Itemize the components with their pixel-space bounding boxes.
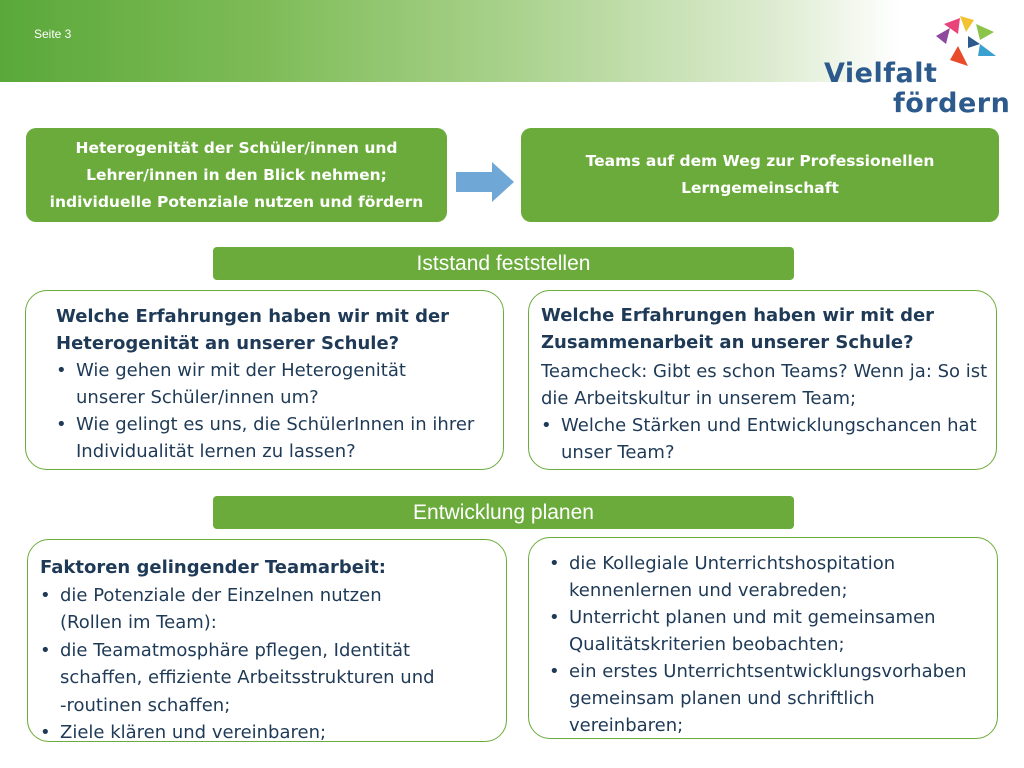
- panel-heading: Faktoren gelingender Teamarbeit:: [40, 557, 386, 578]
- heterogeneity-line-3: individuelle Potenziale nutzen und fördern: [49, 192, 424, 211]
- bullet-text: • die Potenziale der Einzelnen nutzen: [60, 584, 382, 606]
- right-arrow-icon: [456, 162, 516, 202]
- list-item: [541, 412, 996, 466]
- planning-steps-panel: [528, 537, 998, 739]
- bullet-text: unser Team?: [561, 442, 675, 463]
- section-title-iststand: Iststand feststellen: [213, 247, 794, 280]
- list-item: [56, 411, 503, 465]
- list-item: [40, 637, 506, 720]
- logo-line-2: fördern: [893, 88, 1011, 119]
- section-title-entwicklung: Entwicklung planen: [213, 496, 794, 529]
- teamwork-factors-panel: [27, 539, 507, 742]
- bullet-text: • Welche Stärken und Entwicklungschancen hat: [561, 415, 977, 436]
- bullet-text: • Wie gehen wir mit der Heterogenität: [76, 360, 406, 381]
- teamcheck-line-2: die Arbeitskultur in unserem Team;: [541, 388, 857, 409]
- panel-heading-line-2: Zusammenarbeit an unserer Schule?: [541, 332, 914, 353]
- heterogeneity-box: [26, 128, 447, 222]
- panel-heading-line-2: Heterogenität an unserer Schule?: [56, 333, 400, 354]
- list-item: [549, 604, 997, 658]
- heterogeneity-experience-panel: [25, 290, 504, 470]
- teams-box: [521, 128, 999, 222]
- bullet-text: • die Kollegiale Unterrichtshospitation: [569, 553, 896, 574]
- bullet-text: vereinbaren;: [569, 715, 684, 736]
- heterogeneity-line-1: Heterogenität der Schüler/innen und: [75, 138, 398, 157]
- bullet-text: Individualität lernen zu lassen?: [76, 441, 356, 462]
- logo-line-1: Vielfalt: [824, 58, 938, 89]
- logo: [818, 14, 1011, 124]
- bullet-text: • Wie gelingt es uns, die SchülerInnen in ihrer: [76, 414, 475, 435]
- teams-line-1: Teams auf dem Weg zur Professionellen: [585, 152, 935, 170]
- bullet-text: • ein erstes Unterrichtsentwicklungsvorhaben: [569, 661, 967, 682]
- list-item: [549, 658, 997, 739]
- list-item: [549, 550, 997, 604]
- panel-heading-line-1: Welche Erfahrungen haben wir mit der: [541, 305, 935, 326]
- bullet-text: • Ziele klären und vereinbaren;: [60, 722, 327, 743]
- teams-line-2: Lerngemeinschaft: [681, 179, 839, 197]
- slide-number: Seite 3: [34, 27, 72, 41]
- bullet-text: kennenlernen und verabreden;: [569, 580, 848, 601]
- teamcheck-line-1: Teamcheck: Gibt es schon Teams? Wenn ja: So ist: [541, 361, 988, 382]
- list-item: [40, 719, 506, 747]
- bullet-text: Qualitätskriterien beobachten;: [569, 634, 845, 655]
- list-item: [56, 357, 503, 411]
- bullet-text: • Unterricht planen und mit gemeinsamen: [569, 607, 936, 628]
- bullet-text: • die Teamatmosphäre pflegen, Identität: [60, 639, 411, 661]
- bullet-text: unserer Schüler/innen um?: [76, 387, 319, 408]
- list-item: [40, 582, 506, 637]
- bullet-text: schaffen, effiziente Arbeitsstrukturen und: [60, 667, 435, 688]
- panel-heading-line-1: Welche Erfahrungen haben wir mit der: [56, 306, 450, 327]
- bullet-text: gemeinsam planen und schriftlich: [569, 688, 875, 709]
- heterogeneity-line-2: Lehrer/innen in den Blick nehmen;: [86, 165, 387, 184]
- bullet-text: (Rollen im Team):: [60, 612, 217, 633]
- bullet-text: -routinen schaffen;: [60, 694, 231, 716]
- collaboration-experience-panel: [528, 290, 997, 470]
